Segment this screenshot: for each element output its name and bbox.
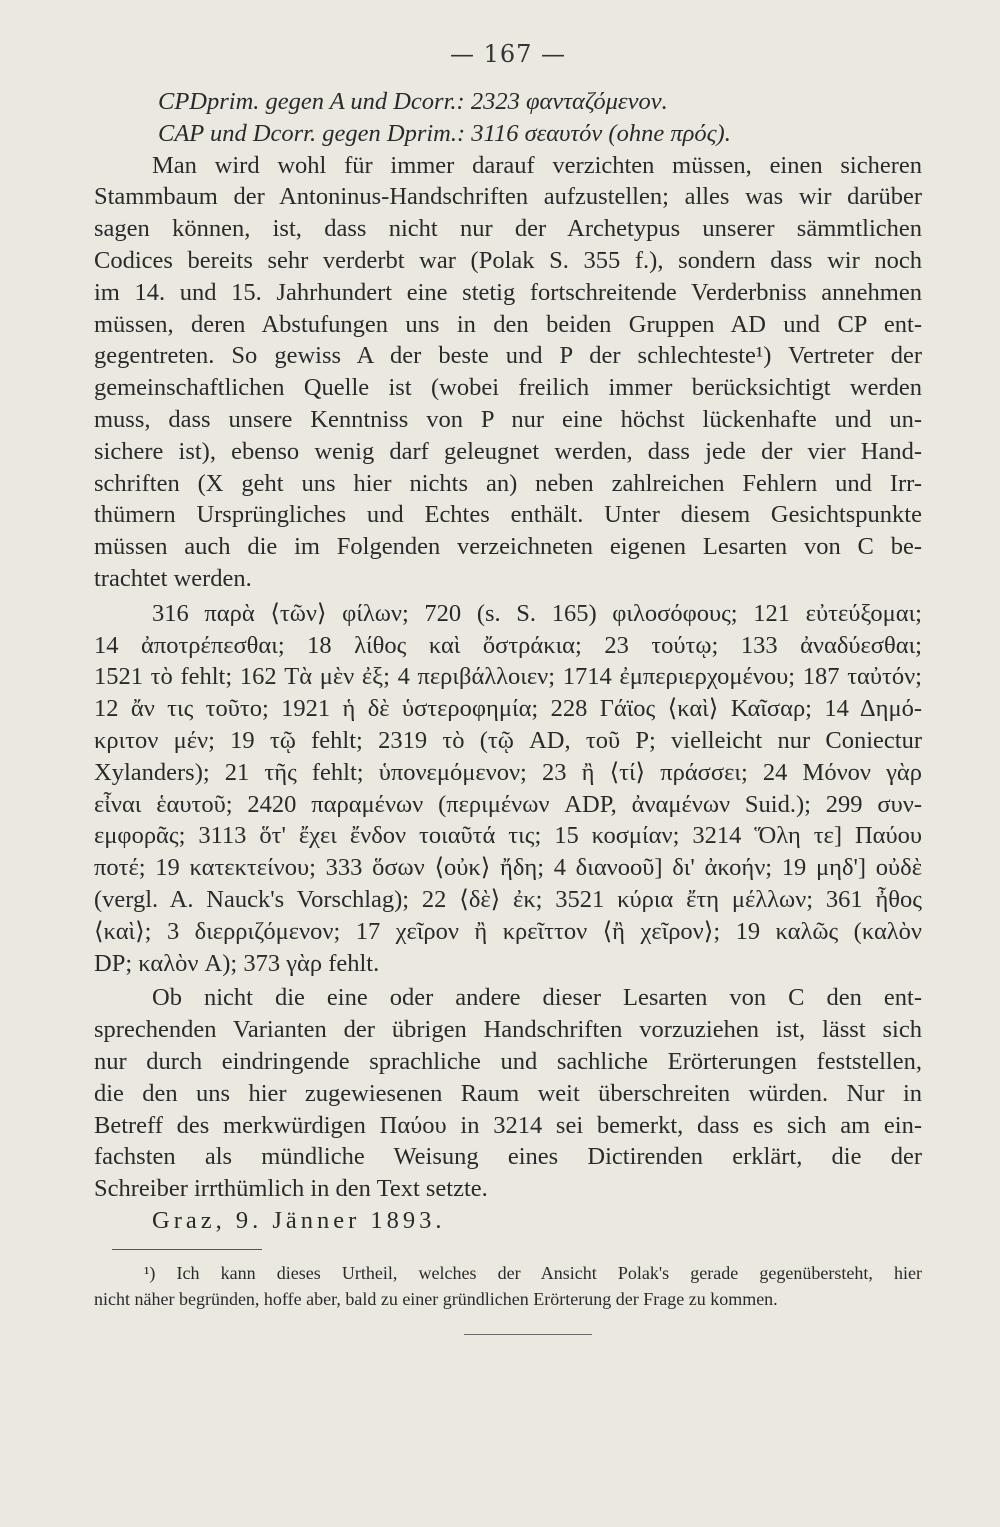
text-line: sprechenden Varianten der übrigen Handschriften vorzuziehen ist, lässt sich — [94, 1016, 922, 1044]
page-number: — 167 — — [449, 40, 567, 68]
text-line: Xylanders); 21 τῆς fehlt; ὑπονεμόμενον; 23 ἢ ⟨τί⟩ πράσσει; 24 Μόνον γὰρ — [94, 758, 922, 786]
text-line: müssen, deren Abstufungen uns in den beiden Gruppen AD und CP ent- — [94, 310, 922, 338]
text-line: Betreff des merkwürdigen Παύου in 3214 sei bemerkt, dass es sich am ein- — [94, 1111, 922, 1139]
text-line: ⟨καὶ⟩; 3 διερριζόμενον; 17 χεῖρον ἢ κρεῖττον ⟨ἢ χεῖρον⟩; 19 καλῶς (καλὸν — [94, 917, 922, 945]
text-line: gegentreten. So gewiss A der beste und P der schlechteste¹) Vertreter der — [94, 342, 922, 370]
text-line: fachsten als mündliche Weisung eines Dictirenden erklärt, die der — [94, 1143, 922, 1171]
text-line: Man wird wohl für immer darauf verzichten müssen, einen sicheren — [152, 151, 922, 179]
text-line: Codices bereits sehr verderbt war (Polak S. 355 f.), sondern dass wir noch — [94, 246, 922, 274]
text-line: 14 ἀποτρέπεσθαι; 18 λίθος καὶ ὄστράκια; 23 τούτῳ; 133 ἀναδύεσθαι; — [94, 631, 922, 659]
text-line: εἶναι ἑαυτοῦ; 2420 παραμένων (περιμένων ADP, ἀναμένων Suid.); 299 συν- — [94, 790, 922, 818]
text-line: εμφορᾶς; 3113 ὅτ' ἔχει ἔνδον τοιαῦτά τις; 15 κοσμίαν; 3214 Ὅλη τε] Παύου — [94, 822, 922, 850]
text-line: sagen können, ist, dass nicht nur der Archetypus unserer sämmtlichen — [94, 215, 922, 243]
text-line: κριτον μέν; 19 τῷ fehlt; 2319 τὸ (τῷ AD, τοῦ P; vielleicht nur Coniectur — [94, 726, 922, 754]
footnote-divider — [112, 1249, 262, 1250]
footnote-line: ¹) Ich kann dieses Urtheil, welches der Ansicht Polak's gerade gegenübersteht, hier — [144, 1262, 922, 1283]
text-line: 1521 τὸ fehlt; 162 Τὰ μὲν ἐξ; 4 περιβάλλοιεν; 1714 ἐμπεριερχομένου; 187 ταὐτόν; — [94, 663, 922, 691]
text-line: thümern Ursprüngliches und Echtes enthält. Unter diesem Gesichtspunkte — [94, 501, 922, 529]
text-line: Schreiber irrthümlich in den Text setzte. — [94, 1175, 488, 1203]
text-line: muss, dass unsere Kenntniss von P nur eine höchst lückenhafte und un- — [94, 405, 922, 433]
text-line: gemeinschaftlichen Quelle ist (wobei freilich immer berücksichtigt werden — [94, 374, 922, 402]
end-divider — [464, 1334, 592, 1335]
text-line: Ob nicht die eine oder andere dieser Lesarten von C den ent- — [152, 984, 922, 1012]
text-line: sichere ist), ebenso wenig darf geleugnet werden, dass jede der vier Hand- — [94, 437, 922, 465]
dateline: Graz, 9. Jänner 1893. — [152, 1206, 446, 1234]
text-line: (vergl. A. Nauck's Vorschlag); 22 ⟨δὲ⟩ ἐκ; 3521 κύρια ἔτη μέλλων; 361 ἦθος — [94, 885, 922, 913]
text-line: CAP und Dcorr. gegen Dprim.: 3116 σεαυτόν (ohne πρός). — [158, 119, 731, 147]
text-line: DP; καλὸν A); 373 γὰρ fehlt. — [94, 949, 380, 977]
text-line: ποτέ; 19 κατεκτείνου; 333 ὅσων ⟨οὐκ⟩ ἤδη; 4 διανοοῦ] δι' ἀκοήν; 19 μηδ'] οὐδὲ — [94, 854, 922, 882]
footnote-line: nicht näher begründen, hoffe aber, bald zu einer gründlichen Erörterung der Frage zu kommen. — [94, 1288, 778, 1309]
text-line: trachtet werden. — [94, 564, 252, 592]
text-line: die den uns hier zugewiesenen Raum weit überschreiten würden. Nur in — [94, 1079, 922, 1107]
text-line: müssen auch die im Folgenden verzeichneten eigenen Lesarten von C be- — [94, 533, 922, 561]
text-line: 316 παρὰ ⟨τῶν⟩ φίλων; 720 (s. S. 165) φιλοσόφους; 121 εὐτεύξομαι; — [152, 599, 922, 627]
text-line: 12 ἄν τις τοῦτο; 1921 ἡ δὲ ὑστεροφημία; 228 Γάϊος ⟨καὶ⟩ Καῖσαρ; 14 Δημό- — [94, 695, 922, 723]
text-line: Stammbaum der Antoninus-Handschriften aufzustellen; alles was wir darüber — [94, 183, 922, 211]
text-line: CPDprim. gegen A und Dcorr.: 2323 φανταζόμενον. — [158, 88, 668, 115]
text-line: im 14. und 15. Jahrhundert eine stetig fortschreitende Verderbniss annehmen — [94, 278, 922, 306]
text-line: nur durch eindringende sprachliche und sachliche Erörterungen feststellen, — [94, 1047, 922, 1075]
text-line: schriften (X geht uns hier nichts an) neben zahlreichen Fehlern und Irr- — [94, 469, 922, 497]
